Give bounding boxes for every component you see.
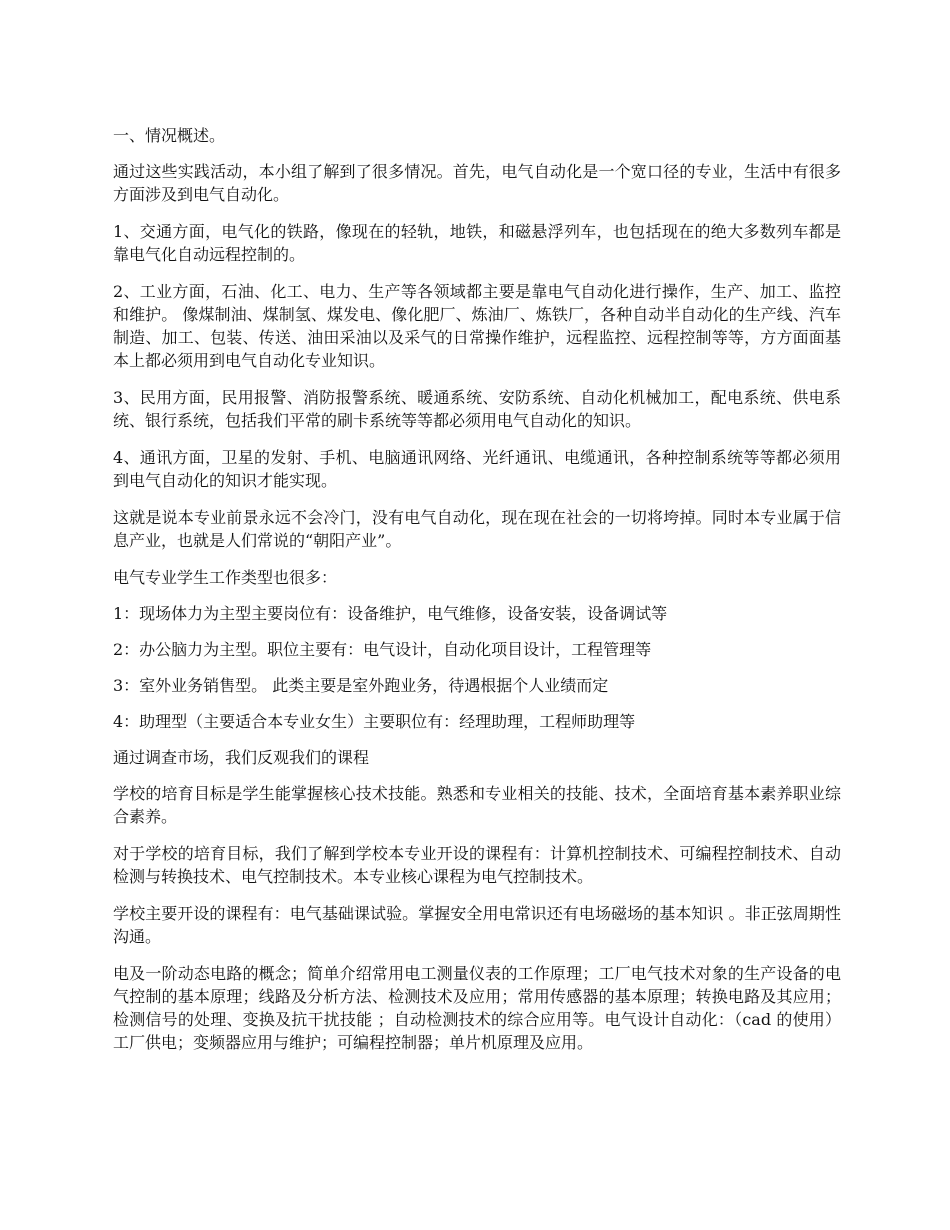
list-item-job-3: 3：室外业务销售型。 此类主要是室外跑业务，待遇根据个人业绩而定 <box>113 676 609 695</box>
paragraph-overview: 通过这些实践活动，本小组了解到了很多情况。首先，电气自动化是一个宽口径的专业，生活中有很多方面涉及到电气自动化。 <box>113 162 841 204</box>
paragraph-school-goal: 学校的培育目标是学生能掌握核心技术技能。熟悉和专业相关的技能、技术，全面培育基本素养职业综合素养。 <box>113 784 841 826</box>
paragraph-communication: 4、通讯方面，卫星的发射、手机、电脑通讯网络、光纤通讯、电缆通讯，各种控制系统等等都必须用到电气自动化的知识才能实现。 <box>113 448 841 490</box>
list-item-job-1: 1：现场体力为主型主要岗位有：设备维护，电气维修，设备安装，设备调试等 <box>113 604 668 623</box>
list-item-job-4: 4：助理型（主要适合本专业女生）主要职位有：经理助理，工程师助理等 <box>113 712 636 731</box>
paragraph-civil: 3、民用方面，民用报警、消防报警系统、暖通系统、安防系统、自动化机械加工，配电系统、供电系统、银行系统，包括我们平常的刷卡系统等等都必须用电气自动化的知识。 <box>113 388 841 430</box>
document-body <box>113 124 841 1068</box>
paragraph-industry: 2、工业方面，石油、化工、电力、生产等各领域都主要是靠电气自动化进行操作，生产、加工、监控和维护。 像煤制油、煤制氢、煤发电、像化肥厂、炼油厂、炼铁厂，各种自动半自动化的生产线、汽车制造、加工、包装、传送、油田采油以及采气的日常操作维护，远程监控、远程控制等等，方方面面基本上都必须用到电气自动化专业知识。 <box>113 282 841 370</box>
section-heading: 一、情况概述。 <box>113 126 226 145</box>
paragraph-prospect: 这就是说本专业前景永远不会冷门，没有电气自动化，现在现在社会的一切将垮掉。同时本专业属于信息产业，也就是人们常说的“朝阳产业”。 <box>113 508 841 550</box>
paragraph-transport: 1、交通方面，电气化的铁路，像现在的轻轨，地铁，和磁悬浮列车，也包括现在的绝大多数列车都是靠电气化自动远程控制的。 <box>113 222 841 264</box>
paragraph-job-types: 电气专业学生工作类型也很多： <box>113 568 338 587</box>
list-item-job-2: 2：办公脑力为主型。职位主要有：电气设计，自动化项目设计，工程管理等 <box>113 640 652 659</box>
paragraph-main-courses: 学校主要开设的课程有：电气基础课试验。掌握安全用电常识还有电场磁场的基本知识 。非正弦周期性沟通。 <box>113 904 841 946</box>
paragraph-course-content: 电及一阶动态电路的概念；简单介绍常用电工测量仪表的工作原理；工厂电气技术对象的生产设备的电气控制的基本原理；线路及分析方法、检测技术及应用；常用传感器的基本原理；转换电路及其应用；检测信号的处理、变换及抗干扰技能 ；自动检测技术的综合应用等。电气设计自动化：（cad 的使用）工厂供电；变频器应用与维护；可编程控制器；单片机原理及应用。 <box>113 964 841 1052</box>
paragraph-market-review: 通过调查市场，我们反观我们的课程 <box>113 748 370 767</box>
paragraph-courses-offered: 对于学校的培育目标，我们了解到学校本专业开设的课程有：计算机控制技术、可编程控制技术、自动检测与转换技术、电气控制技术。本专业核心课程为电气控制技术。 <box>113 844 841 886</box>
